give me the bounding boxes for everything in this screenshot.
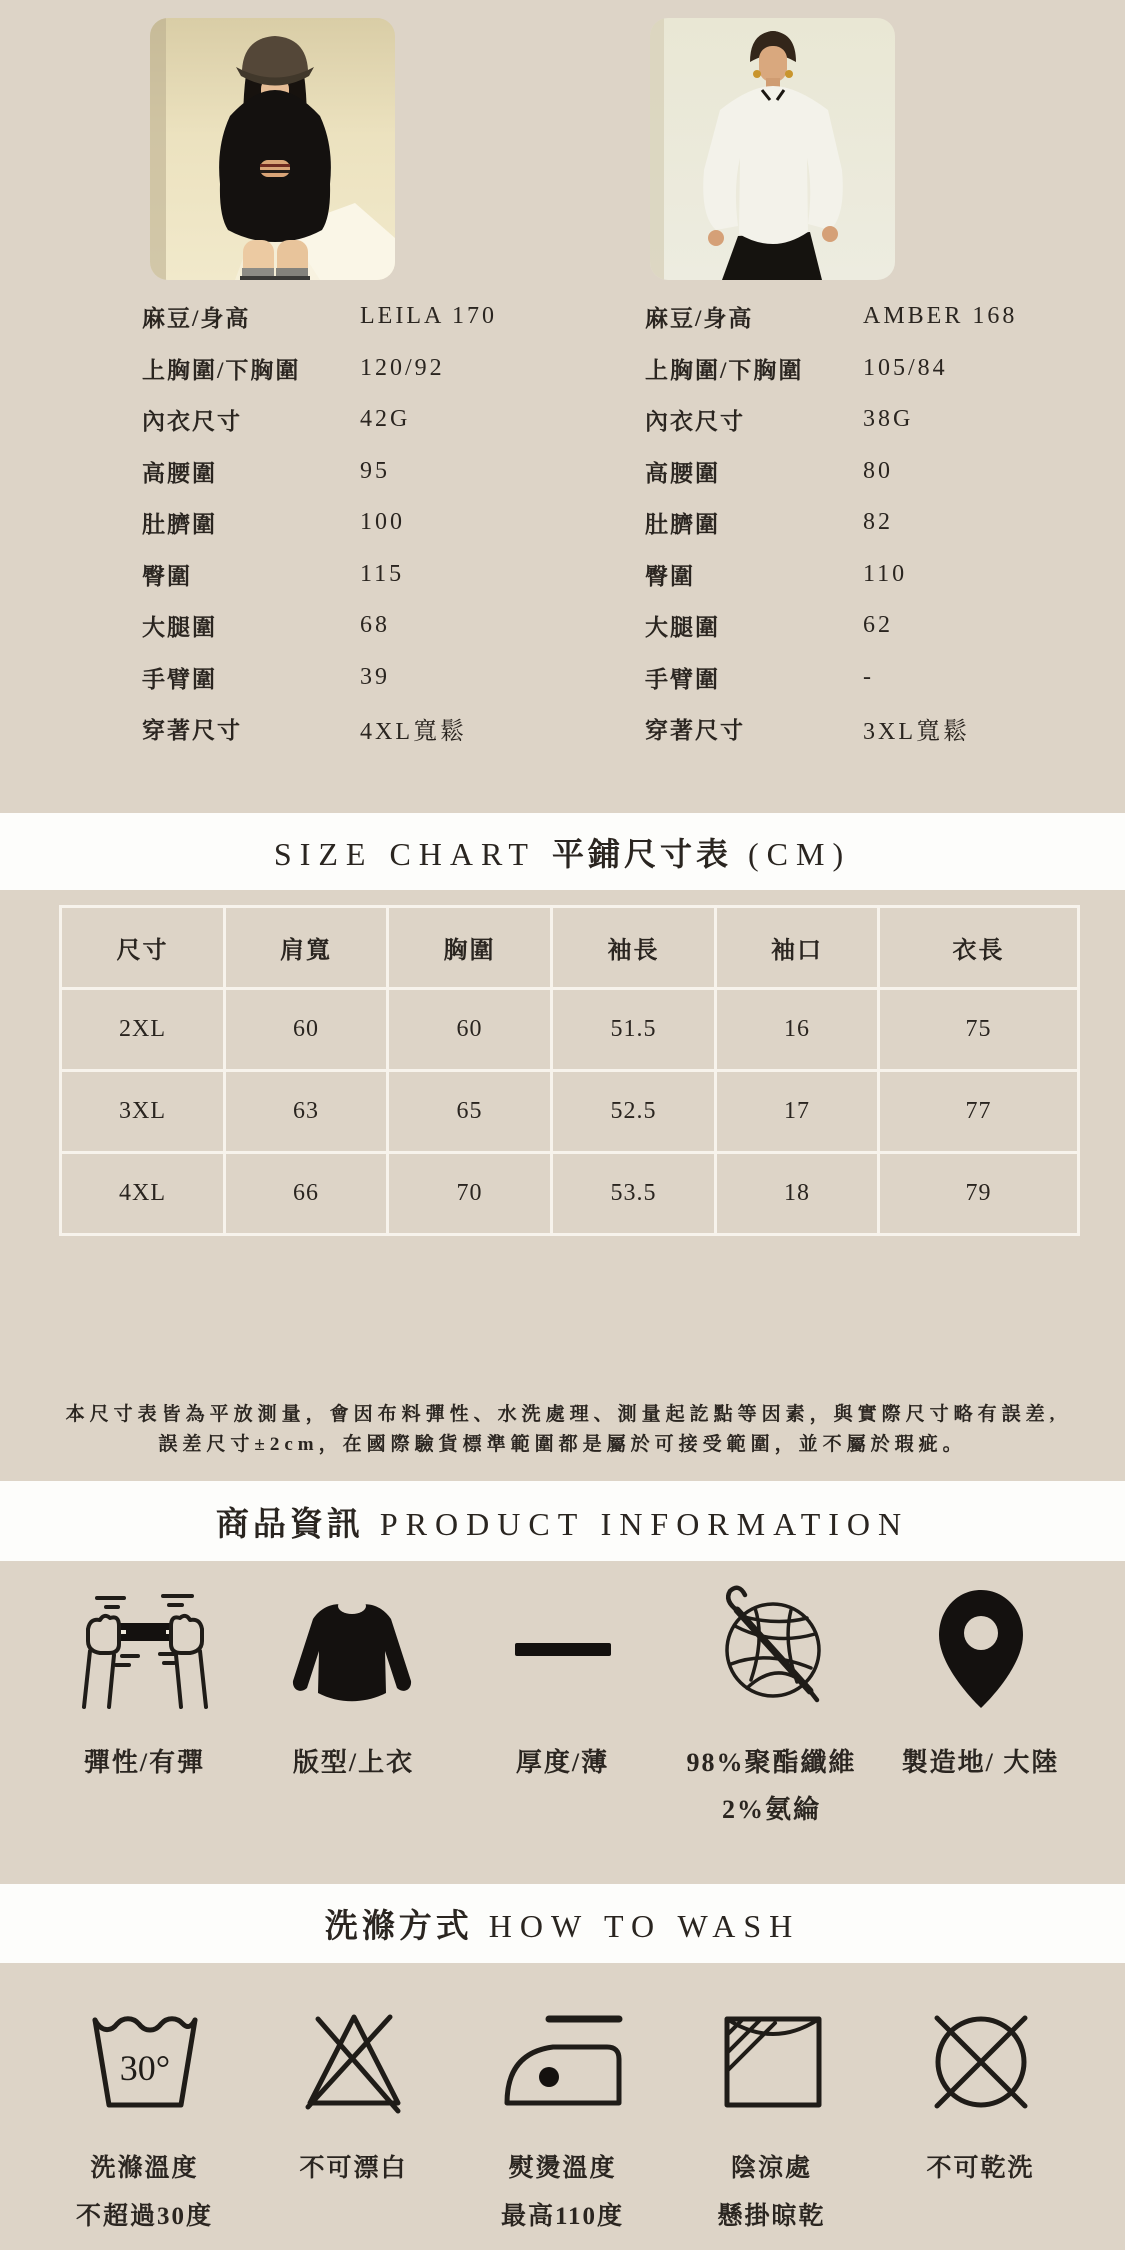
wash-title-latin: HOW TO WASH xyxy=(488,1908,801,1944)
size-cell: 52.5 xyxy=(552,1071,716,1153)
size-chart-table xyxy=(59,905,1080,1236)
measure-label: 穿著尺寸 xyxy=(645,718,745,744)
measure-row xyxy=(645,446,1095,498)
wash-title xyxy=(325,1900,800,1947)
measure-value: 4XL寬鬆 xyxy=(360,719,467,746)
measure-value: 120/92 xyxy=(360,354,445,381)
size-col-header: 肩寬 xyxy=(225,907,388,989)
measure-value: 82 xyxy=(863,509,893,536)
wash-item-shade-dry xyxy=(667,2002,876,2232)
measure-row xyxy=(645,343,1095,395)
measure-label: 臀圍 xyxy=(142,563,192,589)
product-info-label: 厚度/薄 xyxy=(515,1748,610,1777)
measure-row xyxy=(142,703,592,755)
wash-item-no-bleach xyxy=(249,2002,458,2232)
disclaimer-line-1: 本尺寸表皆為平放測量，會因布料彈性、水洗處理、測量起訖點等因素，與實際尺寸略有誤差, xyxy=(65,1404,1060,1425)
size-cell: 53.5 xyxy=(552,1153,716,1235)
size-table-row xyxy=(61,1153,1079,1235)
wash-care-label-line2: 不超過30度 xyxy=(75,2203,213,2230)
measurements-leila xyxy=(142,291,592,755)
measure-value: 80 xyxy=(863,457,893,484)
product-info-label: 版型/上衣 xyxy=(292,1748,415,1777)
size-col-header: 袖口 xyxy=(716,907,879,989)
size-col-header: 尺寸 xyxy=(61,907,225,989)
measure-label: 肚臍圍 xyxy=(645,512,720,538)
disclaimer-line-2: 誤差尺寸±2cm，在國際驗貨標準範圍都是屬於可接受範圍，並不屬於瑕疵。 xyxy=(158,1434,967,1455)
no-bleach-icon xyxy=(294,2002,414,2120)
measure-label: 肚臍圍 xyxy=(142,512,217,538)
measure-value: 105/84 xyxy=(863,354,948,381)
size-chart-title-unit: (CM) xyxy=(747,835,852,872)
yarn-ball-icon xyxy=(707,1578,837,1720)
shade-dry-icon xyxy=(712,2002,832,2120)
measure-value: AMBER 168 xyxy=(863,303,1018,330)
wash-care-label: 不可漂白 xyxy=(299,2155,408,2182)
measure-label: 臀圍 xyxy=(645,563,695,589)
model-photo-leila-illustration xyxy=(150,18,395,280)
wash-item-no-dry-clean xyxy=(876,2002,1085,2232)
measure-row xyxy=(142,600,592,652)
measure-label: 高腰圍 xyxy=(142,460,217,486)
wash-item-iron xyxy=(458,2002,667,2232)
measure-label: 麻豆/身高 xyxy=(142,306,251,332)
product-info-title-cjk: 商品資訊 xyxy=(215,1506,364,1543)
no-dry-clean-icon xyxy=(921,2002,1041,2120)
size-cell: 66 xyxy=(225,1153,388,1235)
measure-label: 內衣尺寸 xyxy=(142,409,242,435)
size-cell: 2XL xyxy=(61,989,225,1071)
wash-care-label: 不可乾洗 xyxy=(926,2155,1035,2182)
stretch-icon xyxy=(69,1578,221,1720)
measure-label: 上胸圍/下胸圍 xyxy=(645,357,804,383)
size-cell: 63 xyxy=(225,1071,388,1153)
measure-label: 大腿圍 xyxy=(645,615,720,641)
size-cell: 18 xyxy=(716,1153,879,1235)
size-cell: 60 xyxy=(225,989,388,1071)
wash-item-temperature xyxy=(40,2002,249,2232)
product-info-label-line2: 2%氨綸 xyxy=(721,1795,821,1824)
measure-value: 95 xyxy=(360,457,390,484)
measure-value: 68 xyxy=(360,612,390,639)
size-col-header: 袖長 xyxy=(552,907,716,989)
measure-row xyxy=(142,291,592,343)
size-cell: 77 xyxy=(879,1071,1079,1153)
measure-label: 內衣尺寸 xyxy=(645,409,745,435)
size-table-row xyxy=(61,989,1079,1071)
size-cell: 16 xyxy=(716,989,879,1071)
model-photo-amber-illustration xyxy=(650,18,895,280)
measure-label: 大腿圍 xyxy=(142,615,217,641)
measure-row xyxy=(645,549,1095,601)
product-info-label: 98%聚酯纖維 xyxy=(686,1748,857,1777)
measure-label: 手臂圍 xyxy=(645,666,720,692)
wash-temp-icon xyxy=(84,2002,206,2120)
measure-row xyxy=(142,497,592,549)
measure-row xyxy=(142,549,592,601)
size-table-header-row xyxy=(61,907,1079,989)
measure-value: 62 xyxy=(863,612,893,639)
size-cell: 75 xyxy=(879,989,1079,1071)
wash-care-label: 洗滌溫度 xyxy=(90,2155,199,2182)
measure-label: 穿著尺寸 xyxy=(142,718,242,744)
size-chart-title xyxy=(274,829,851,875)
product-info-section-header xyxy=(0,1481,1125,1561)
location-pin-icon xyxy=(927,1578,1035,1720)
measure-row xyxy=(645,652,1095,704)
size-chart-section-header xyxy=(0,813,1125,890)
measurements-amber xyxy=(645,291,1095,755)
product-info-row xyxy=(40,1578,1085,1826)
measure-value: 38G xyxy=(863,406,914,433)
product-info-title-latin: PRODUCT INFORMATION xyxy=(379,1505,910,1542)
size-cell: 60 xyxy=(388,989,552,1071)
measure-value: LEILA 170 xyxy=(360,303,497,330)
measure-label: 麻豆/身高 xyxy=(645,306,754,332)
iron-temp-icon xyxy=(499,2002,627,2120)
measure-value: 3XL寬鬆 xyxy=(863,719,970,746)
product-info-label: 彈性/有彈 xyxy=(83,1748,206,1777)
product-info-title xyxy=(216,1498,909,1545)
measure-row xyxy=(142,446,592,498)
model-photo-leila xyxy=(150,18,395,280)
thickness-icon xyxy=(513,1578,613,1720)
wash-care-label: 熨燙溫度 xyxy=(508,2155,617,2182)
size-cell: 4XL xyxy=(61,1153,225,1235)
size-table-row xyxy=(61,1071,1079,1153)
wash-section-header xyxy=(0,1884,1125,1963)
size-cell: 70 xyxy=(388,1153,552,1235)
measure-value: 39 xyxy=(360,663,390,690)
measure-value: 115 xyxy=(360,560,405,587)
size-cell: 51.5 xyxy=(552,989,716,1071)
product-info-item-origin xyxy=(876,1578,1085,1826)
measure-row xyxy=(645,703,1095,755)
size-col-header: 衣長 xyxy=(879,907,1079,989)
wash-care-row xyxy=(40,2002,1085,2232)
product-info-item-fabric xyxy=(667,1578,876,1826)
measure-row xyxy=(645,291,1095,343)
wash-care-label-line2: 懸掛晾乾 xyxy=(717,2203,826,2230)
measure-row xyxy=(142,394,592,446)
measure-value: 42G xyxy=(360,406,411,433)
wash-title-cjk: 洗滌方式 xyxy=(324,1909,473,1945)
size-cell: 65 xyxy=(388,1071,552,1153)
measure-label: 上胸圍/下胸圍 xyxy=(142,357,301,383)
product-info-item-thickness xyxy=(458,1578,667,1826)
product-info-item-stretch xyxy=(40,1578,249,1826)
measure-value: - xyxy=(863,663,874,690)
product-info-label: 製造地/ 大陸 xyxy=(901,1748,1060,1777)
measure-row xyxy=(645,497,1095,549)
model-photo-amber xyxy=(650,18,895,280)
measure-value: 100 xyxy=(360,509,405,536)
wash-care-label: 陰涼處 xyxy=(730,2155,812,2182)
measure-value: 110 xyxy=(863,560,908,587)
measure-label: 手臂圍 xyxy=(142,666,217,692)
size-col-header: 胸圍 xyxy=(388,907,552,989)
measure-row xyxy=(142,343,592,395)
size-cell: 17 xyxy=(716,1071,879,1153)
measure-row xyxy=(142,652,592,704)
measure-row xyxy=(645,600,1095,652)
size-cell: 79 xyxy=(879,1153,1079,1235)
product-info-item-fit xyxy=(249,1578,458,1826)
sweater-icon xyxy=(290,1578,418,1720)
wash-temp-value: 30° xyxy=(119,2048,170,2088)
size-cell: 3XL xyxy=(61,1071,225,1153)
measure-label: 高腰圍 xyxy=(645,460,720,486)
size-chart-title-latin: SIZE CHART xyxy=(273,835,536,872)
measurement-disclaimer xyxy=(0,1400,1125,1460)
measure-row xyxy=(645,394,1095,446)
size-chart-title-cjk: 平鋪尺寸表 xyxy=(551,835,732,872)
wash-care-label-line2: 最高110度 xyxy=(500,2203,625,2230)
